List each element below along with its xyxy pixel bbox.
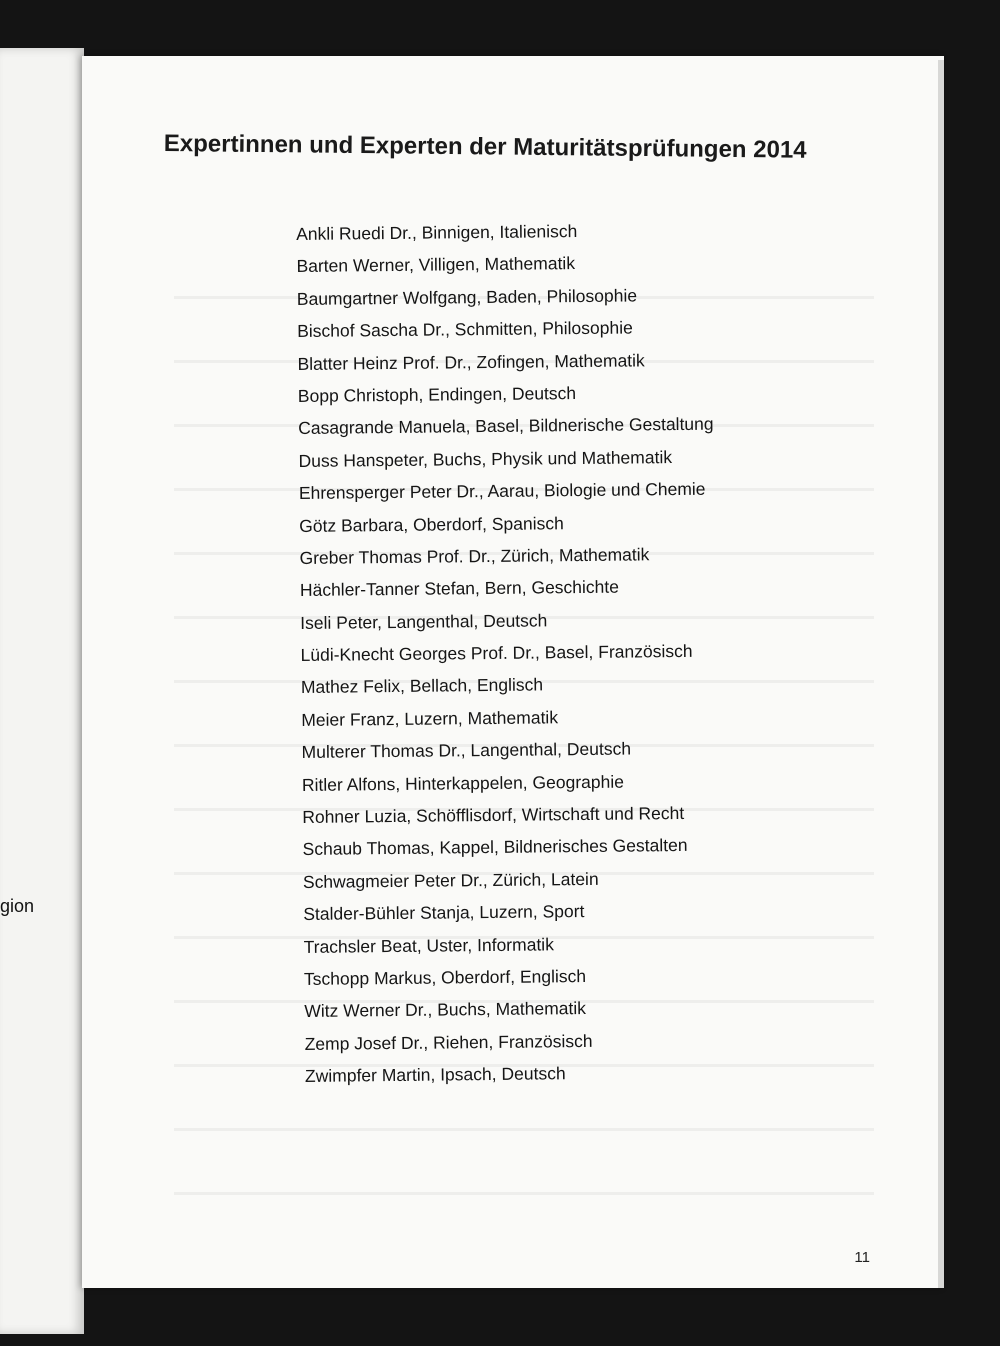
expert-entry: Bopp Christoph, Endingen, Deutsch [297,383,577,406]
expert-list [296,214,721,1093]
expert-entry: Trachsler Beat, Uster, Informatik [303,933,554,957]
expert-entry: Zwimpfer Martin, Ipsach, Deutsch [304,1063,566,1087]
expert-entry: Iseli Peter, Langenthal, Deutsch [300,610,548,633]
expert-entry: Baumgartner Wolfgang, Baden, Philosophie [296,285,638,309]
page-title: Expertinnen und Experten der Maturitätsprüfungen 2014 [163,130,807,164]
expert-entry: Rohner Luzia, Schöfflisdorf, Wirtschaft und Recht [302,802,685,827]
expert-entry: Blatter Heinz Prof. Dr., Zofingen, Mathematik [297,349,645,374]
expert-entry: Ankli Ruedi Dr., Binnigen, Italienisch [296,221,578,244]
expert-entry: Tschopp Markus, Oberdorf, Englisch [303,965,587,989]
expert-entry: Götz Barbara, Oberdorf, Spanisch [299,512,564,536]
expert-entry: Mathez Felix, Bellach, Englisch [300,674,544,698]
page-number: 11 [854,1249,870,1266]
expert-entry: Ehrensperger Peter Dr., Aarau, Biologie und Chemie [298,478,706,504]
right-page [82,56,944,1288]
expert-entry: Schwagmeier Peter Dr., Zürich, Latein [302,868,599,892]
expert-entry: Bischof Sascha Dr., Schmitten, Philosophie [297,317,633,342]
left-page [0,48,84,1334]
left-page-text-fragment: gion [0,896,35,916]
expert-entry: Stalder-Bühler Stanja, Luzern, Sport [303,901,585,925]
expert-entry: Casagrande Manuela, Basel, Bildnerische Gestaltung [298,413,714,439]
expert-entry: Duss Hanspeter, Buchs, Physik und Mathematik [298,446,673,471]
expert-entry: Witz Werner Dr., Buchs, Mathematik [304,998,587,1022]
expert-entry: Lüdi-Knecht Georges Prof. Dr., Basel, Französisch [300,640,693,666]
expert-entry: Meier Franz, Luzern, Mathematik [301,707,559,730]
page-edge [938,60,944,1288]
expert-entry: Multerer Thomas Dr., Langenthal, Deutsch [301,738,632,763]
expert-entry: Greber Thomas Prof. Dr., Zürich, Mathematik [299,544,650,568]
expert-entry: Zemp Josef Dr., Riehen, Französisch [304,1030,593,1054]
expert-entry: Hächler-Tanner Stefan, Bern, Geschichte [299,576,620,601]
expert-entry: Barten Werner, Villigen, Mathematik [296,253,576,277]
expert-entry: Schaub Thomas, Kappel, Bildnerisches Gestalten [302,835,688,860]
expert-entry: Ritler Alfons, Hinterkappelen, Geographie [301,771,625,795]
